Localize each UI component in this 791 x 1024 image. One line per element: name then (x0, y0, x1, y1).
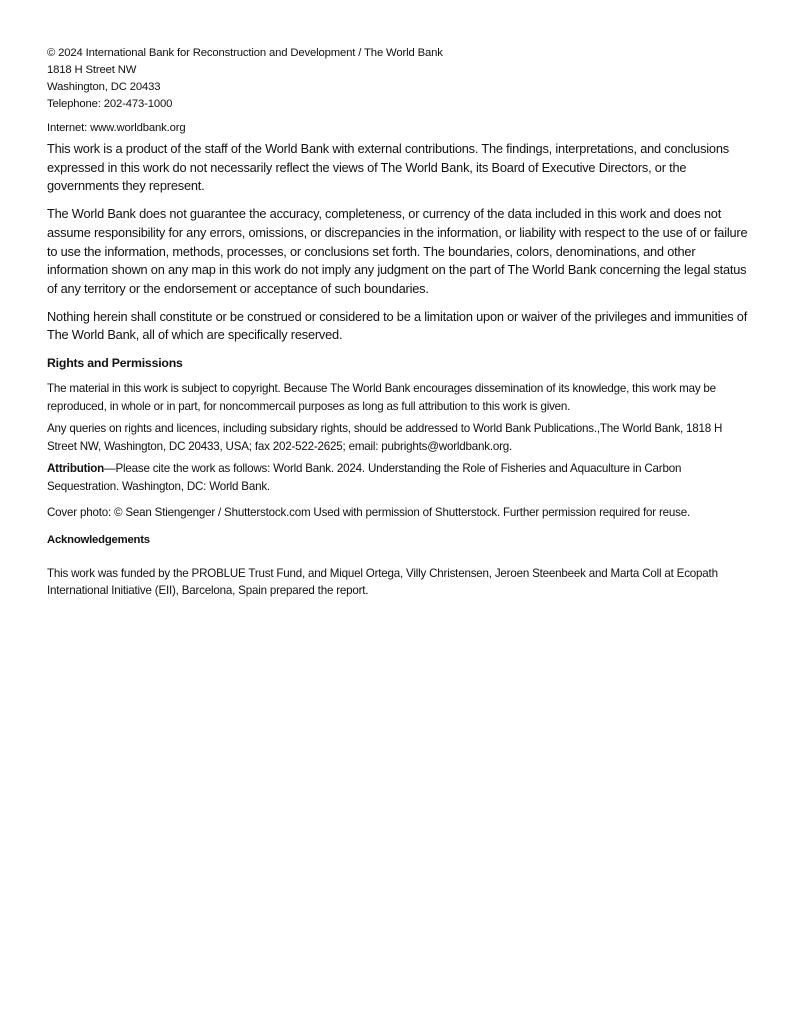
street-address: 1818 H Street NW (47, 64, 137, 76)
address-block (47, 45, 751, 113)
rights-queries-text: Any queries on rights and licences, including subsidary rights, should be addressed to World Bank Publications.,The World Bank, 1818 H Street NW, Washington, DC 20433, USA; fax 202-522-2625; email: pubrights@worldbank.org. (47, 422, 723, 453)
attribution-text (47, 460, 751, 495)
rights-material-text: The material in this work is subject to copyright. Because The World Bank encourages dissemination of its knowledge, this work may be reproduced, in whole or in part, for noncommercail purposes as long as full attribution to this work is given. (47, 382, 716, 413)
internet-line: Internet: www.worldbank.org (47, 122, 186, 134)
acknowledgements-text: This work was funded by the PROBLUE Trust Fund, and Miquel Ortega, Villy Christensen, Jeroen Steenbeek and Marta Coll at Ecopath International Initiative (EII), Barcelona, Spain prepared the report. (47, 566, 718, 598)
disclaimer-paragraph-staff: This work is a product of the staff of the World Bank with external contributions. The findings, interpretations, and conclusions expressed in this work do not necessarily reflect the views of The World Bank, its Board of Executive Directors, or the governments they represent. (47, 141, 729, 194)
attribution-citation: —Please cite the work as follows: World Bank. 2024. Understanding the Role of Fisheries and Aquaculture in Carbon Sequestration. Washington, DC: World Bank. (47, 462, 682, 493)
telephone: Telephone: 202-473-1000 (47, 98, 173, 110)
copyright-line: © 2024 International Bank for Reconstruction and Development / The World Bank (47, 47, 443, 59)
disclaimer-paragraph-privileges: Nothing herein shall constitute or be construed or considered to be a limitation upon or waiver of the privileges and immunities of The World Bank, all of which are specifically reserved. (47, 308, 748, 343)
city-address: Washington, DC 20433 (47, 81, 161, 93)
attribution-label: Attribution (47, 462, 105, 476)
rights-heading: Rights and Permissions (47, 356, 183, 371)
cover-photo-credit: Cover photo: © Sean Stiengenger / Shutterstock.com Used with permission of Shutterstock. Further permission required for reuse. (47, 506, 691, 520)
disclaimer-paragraph-accuracy: The World Bank does not guarantee the accuracy, completeness, or currency of the data included in this work and does not assume responsibility for any errors, omissions, or discrepancies in the information, or liability with respect to the use of or failure to use the information, methods, processes, or conclusions set forth. The boundaries, colors, denominations, and other information shown on any map in this work do not imply any judgment on the part of The World Bank concerning the legal status of any territory or the endorsement or acceptance of such boundaries. (47, 206, 748, 296)
acknowledgements-heading: Acknowledgements (47, 533, 150, 546)
